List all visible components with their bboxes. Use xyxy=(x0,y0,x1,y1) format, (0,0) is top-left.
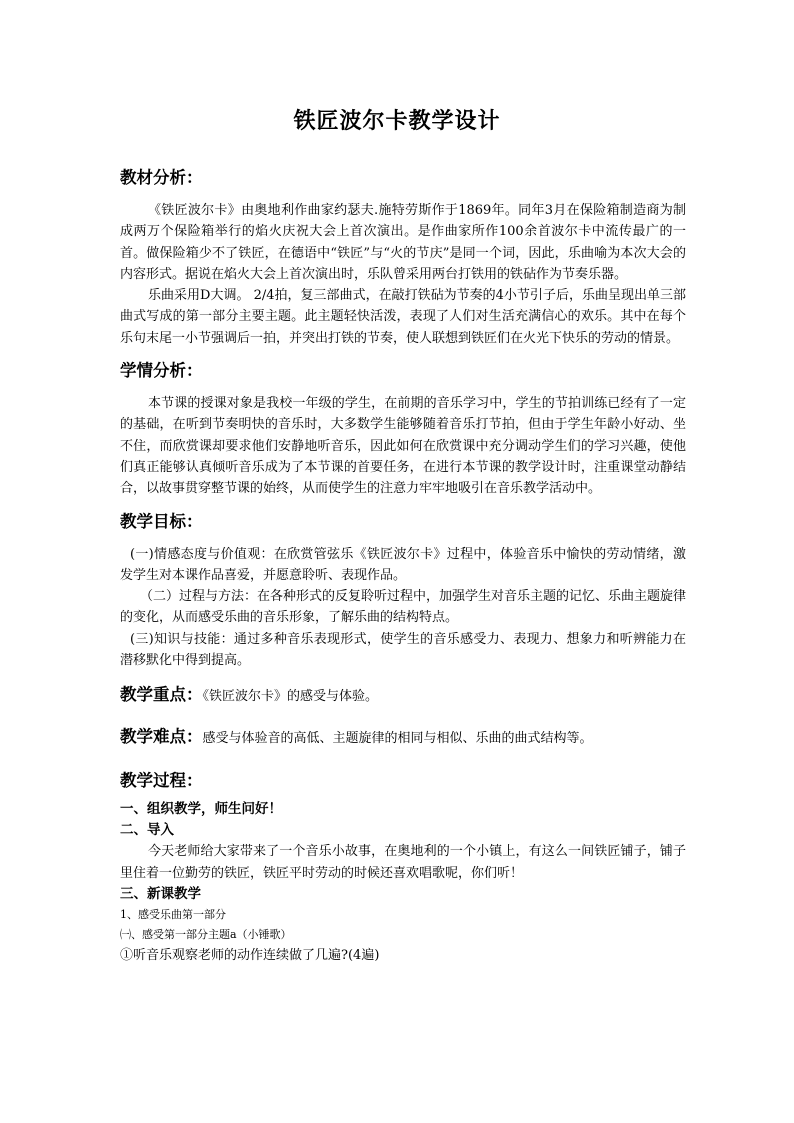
process-step-3: 三、新课教学 xyxy=(120,885,201,902)
difficulty-section xyxy=(120,725,686,751)
difficulty-text: 感受与体验音的高低、主题旋律的相同与相似、乐曲的曲式结构等。 xyxy=(202,731,593,747)
objectives-section xyxy=(120,510,686,672)
difficulty-heading: 教学难点： xyxy=(120,727,203,747)
material-analysis-paragraph-2: 乐曲采用D大调。 2/4拍，复三部曲式，在敲打铁砧为节奏的4小节引子后，乐曲呈现出单三部曲式写成的第一部分主要主题。此主题轻快活泼，表现了人们对生活充满信心的欢乐。其中在每个乐句末尾一小节强调后一拍，并突出打铁的节奏，使人联想到铁匠们在火光下快乐的劳动的情景。 xyxy=(120,288,686,346)
document-body xyxy=(120,166,686,966)
material-analysis-heading: 教材分析： xyxy=(120,168,203,187)
key-point-heading: 教学重点： xyxy=(120,685,203,705)
difficulty-row xyxy=(120,725,686,751)
student-analysis-paragraph: 本节课的授课对象是我校一年级的学生，在前期的音乐学习中，学生的节拍训练已经有了一定的基础，在听到节奏明快的音乐时，大多数学生能够随着音乐打节拍，但由于学生年龄小好动、坐不住，而欣赏课却要求他们安静地听音乐，因此如何在欣赏课中充分调动学生们的学习兴趣，使他们真正能够认真倾听音乐成为了本节课的首要任务，在进行本节课的教学设计时，注重课堂动静结合，以故事贯穿整节课的始终，从而使学生的注意力牢牢地吸引在音乐教学活动中。 xyxy=(120,396,686,497)
student-analysis-section xyxy=(120,359,686,499)
material-analysis-section xyxy=(120,166,686,349)
objective-knowledge: (三)知识与技能：通过多种音乐表现形式，使学生的音乐感受力、表现力、想象力和听辨能力在潜移默化中得到提高。 xyxy=(120,631,686,669)
process-heading: 教学过程： xyxy=(120,771,203,791)
material-analysis-paragraph-1: 《铁匠波尔卡》由奥地利作曲家约瑟夫.施特劳斯作于1869年。同年3月在保险箱制造商为制成两万个保险箱举行的焰火庆祝大会上首次演出。是作曲家所作100余首波尔卡中流传最广的一首。做保险箱少不了铁匠，在德语中“铁匠”与“火的节庆”是同一个词，因此，乐曲喻为本次大会的内容形式。据说在焰火大会上首次演出时，乐队曾采用两台打铁用的铁砧作为节奏乐器。 xyxy=(120,203,686,282)
process-section xyxy=(120,769,686,966)
process-question-1: ①听音乐观察老师的动作连续做了几遍?(4遍) xyxy=(120,947,380,963)
document-title: 铁匠波尔卡教学设计 xyxy=(293,108,501,134)
student-analysis-heading: 学情分析： xyxy=(120,361,203,381)
process-step-2-text: 今天老师给大家带来了一个音乐小故事，在奥地利的一个小镇上，有这么一间铁匠铺子，铺子里住着一位勤劳的铁匠，铁匠平时劳动的时候还喜欢唱歌呢，你们听！ xyxy=(120,844,686,881)
objective-emotion: (一)情感态度与价值观：在欣赏管弦乐《铁匠波尔卡》过程中，体验音乐中愉快的劳动情绪，激发学生对本课作品喜爱，并愿意聆听、表现作品。 xyxy=(120,546,686,583)
process-step-2: 二、导入 xyxy=(120,822,174,839)
process-sub-1: 1、感受乐曲第一部分 xyxy=(120,907,226,921)
process-step-1: 一、组织教学，师生问好！ xyxy=(120,801,282,818)
process-sub-2: ㈠、感受第一部分主题a（小锤歌） xyxy=(120,927,292,941)
objectives-heading: 教学目标： xyxy=(120,511,203,531)
key-point-text: 《铁匠波尔卡》的感受与体验。 xyxy=(202,689,379,705)
objective-process: （二）过程与方法：在各种形式的反复聆听过程中，加强学生对音乐主题的记忆、乐曲主题旋律的变化，从而感受乐曲的音乐形象，了解乐曲的结构特点。 xyxy=(120,589,687,626)
key-point-row xyxy=(120,683,686,709)
key-point-section xyxy=(120,683,686,709)
